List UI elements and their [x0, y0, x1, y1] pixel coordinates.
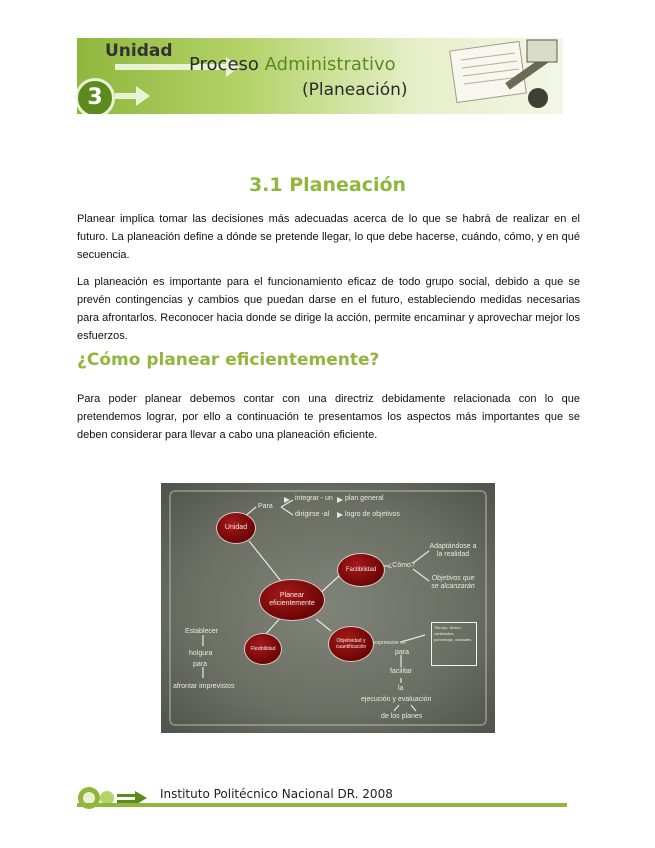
- footer-divider: [77, 803, 567, 807]
- node-unidad: [216, 512, 256, 544]
- diagram-text-ejecucion: ejecución y evaluación: [361, 696, 432, 703]
- node-flexibilidad: [244, 633, 282, 665]
- paragraph-definition: Planear implica tomar las decisiones más adecuadas acerca de lo que se habrá de realizar en el futuro. La planeación define a dónde se pretende llegar, lo que debe hacerse, cuándo, cómo, y en qué secuencia.: [77, 213, 580, 261]
- footer-text: Instituto Politécnico Nacional DR. 2008: [160, 787, 393, 801]
- diagram-text-de-los-planes: de los planes: [381, 713, 423, 720]
- node-factibilidad-label: Factibilidad: [345, 567, 377, 573]
- header-banner: [77, 38, 563, 114]
- diagram-text-para2: para: [193, 661, 208, 668]
- planning-desk-illustration: [433, 38, 563, 114]
- diagram-text-adaptandose: Adaptándose a la realidad: [429, 543, 477, 558]
- planning-concept-map: [161, 483, 495, 733]
- diagram-text-holgura: holgura: [189, 650, 213, 657]
- diagram-connectors: [161, 483, 495, 733]
- header-subtitle: (Planeación): [302, 80, 408, 100]
- unit-label: Unidad: [105, 41, 173, 61]
- paragraph-how-to-plan: Para poder planear debemos contar con una directriz debidamente relacionada con lo que pretendemos lograr, por ello a continuación te presentamos los aspectos más importantes que se deben considerar para llevar a cabo una planeación eficiente.: [77, 393, 580, 441]
- header-title: [189, 54, 396, 75]
- paragraph-importance: La planeación es importante para el funcionamiento eficaz de todo grupo social, debido a que se prevén contingencias y cambios que puedan darse en el futuro, estableciendo medidas necesarias para afrontarlos. Reconocer hacia donde se dirige la acción, permite encaminar y aprovechar mejor los esfuerzos.: [77, 276, 580, 342]
- header-title-word1: Proceso: [189, 54, 259, 75]
- diagram-text-dirigirse: dirigirse -al: [295, 511, 330, 518]
- arrow-right-icon: [115, 93, 140, 99]
- diagram-text-para3: para: [395, 649, 410, 656]
- diagram-text-afrontar: afrontar imprevistos: [173, 683, 235, 690]
- diagram-box-units: Tiempo, dinero, cantidades, porcentaje, unidades: [431, 622, 477, 666]
- node-objetividad-label: Objetividad y cuantificación: [335, 638, 367, 650]
- diagram-text-logro: logro de objetivos: [345, 511, 400, 518]
- unit-number-badge: 3: [77, 78, 115, 114]
- node-objetividad: [328, 626, 374, 662]
- node-center-label: Planear eficientemente: [269, 592, 315, 607]
- node-unidad-label: Unidad: [224, 524, 248, 531]
- diagram-text-como: ¿Cómo?: [388, 562, 415, 569]
- diagram-text-plan-general: plan general: [345, 495, 384, 502]
- node-planear-eficientemente: [259, 579, 325, 621]
- diagram-text-establecer: Establecer: [185, 628, 219, 635]
- diagram-text-la: la: [398, 685, 404, 692]
- section-title: 3.1 Planeación: [248, 174, 407, 196]
- section-subtitle: ¿Cómo planear eficientemente?: [77, 350, 380, 370]
- diagram-text-integrar: integrar - un: [295, 495, 333, 502]
- diagram-text-facilitar: facilitar: [390, 668, 413, 675]
- diagram-text-para: Para: [258, 503, 273, 510]
- diagram-text-expresarse: expresarse en: [374, 640, 406, 646]
- node-flexibilidad-label: Flexibilidad: [250, 646, 276, 652]
- diagram-text-objetivos: Objetivos que se alcanzarán: [431, 575, 475, 590]
- header-title-word2: Administrativo: [264, 54, 396, 75]
- node-factibilidad: [337, 553, 385, 587]
